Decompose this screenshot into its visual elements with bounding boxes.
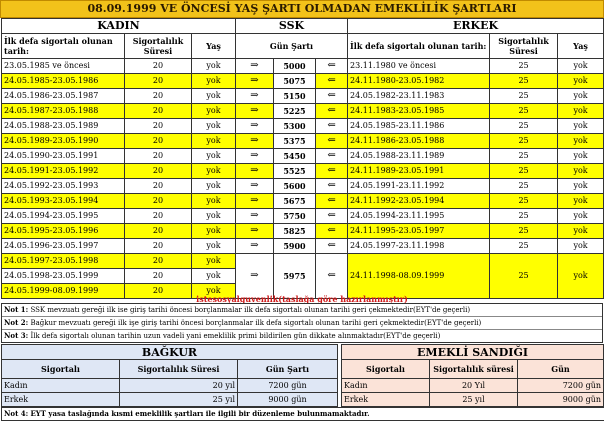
table-row [2, 74, 604, 89]
note-2 [2, 317, 602, 330]
erkek-date-cell: 24.11.1992-23.05.1994 [348, 194, 490, 209]
note-label: Not 4: [4, 409, 29, 418]
erkek-date-cell: 24.05.1982-23.11.1983 [348, 89, 490, 104]
bagkur-table [1, 344, 338, 407]
kadin-date-cell: 24.05.1997-23.05.1998 [2, 254, 125, 269]
kadin-date-cell: 24.05.1985-23.05.1986 [2, 74, 125, 89]
erkek-age-cell: yok [558, 59, 604, 74]
erkek-years-cell: 25 [490, 149, 558, 164]
arrow-right-icon: ⇒ [236, 59, 274, 74]
emekli-cell: Kadın [342, 379, 430, 393]
kadin-age-cell: yok [192, 59, 236, 74]
col-erkek-years: Sigortalılık Süresi [490, 34, 558, 59]
kadin-years-cell: 20 [125, 254, 192, 269]
table-row [2, 104, 604, 119]
arrow-left-icon: ⇐ [316, 164, 348, 179]
kadin-date-cell: 24.05.1988-23.05.1989 [2, 119, 125, 134]
note-label: Not 1: [4, 305, 29, 314]
note-text: SSK mevzuatı gereği ilk ise giriş tarihi öncesi borçlanmalar ilk defa sigortalı olunan tarihi geri çekmektedir(EYT'de geçerli) [30, 306, 471, 314]
emekli-cell: 25 yıl [430, 393, 518, 407]
ssk-days-cell: 5300 [274, 119, 316, 134]
erkek-age-cell: yok [558, 239, 604, 254]
erkek-date-cell: 23.11.1980 ve öncesi [348, 59, 490, 74]
kadin-age-cell: yok [192, 134, 236, 149]
kadin-age-cell: yok [192, 74, 236, 89]
arrow-right-icon: ⇒ [236, 134, 274, 149]
source-credit: istesosyalguvenlik(taslağa göre hazırlanmıştır) [196, 294, 408, 304]
ssk-days-cell: 5000 [274, 59, 316, 74]
kadin-years-cell: 20 [125, 209, 192, 224]
bagkur-col-sure: Sigortalılık Süresi [120, 360, 238, 379]
kadin-date-cell: 24.05.1989-23.05.1990 [2, 134, 125, 149]
col-erkek-date: İlk defa sigortalı olunan tarih: [348, 34, 490, 59]
kadin-date-cell: 24.05.1992-23.05.1993 [2, 179, 125, 194]
notes-box [1, 303, 603, 343]
kadin-years-cell: 20 [125, 269, 192, 284]
erkek-years-cell: 25 [490, 119, 558, 134]
table-row [2, 393, 338, 407]
emekli-col-gun: Gün [518, 360, 604, 379]
ssk-days-cell: 5150 [274, 89, 316, 104]
note-text: İlk defa sigortalı olunan tarihin uzun vadeli yani emeklilik primi bildirilen gün dikkate alınmaktadır(EYT'de geçerli) [30, 332, 441, 340]
kadin-age-cell: yok [192, 119, 236, 134]
note-text: Bağkur mevzuatı gereği ilk işe giriş tarihi öncesi borçlanmalar ilk defa sigortalı olunan tarihi geri çekmektedir(EYT'de geçerli) [30, 319, 482, 327]
erkek-age-cell: yok [558, 254, 604, 299]
table-row [2, 134, 604, 149]
kadin-years-cell: 20 [125, 194, 192, 209]
bagkur-cell: 25 yıl [120, 393, 238, 407]
kadin-years-cell: 20 [125, 104, 192, 119]
table-row [2, 224, 604, 239]
arrow-left-icon: ⇐ [316, 254, 348, 299]
arrow-right-icon: ⇒ [236, 119, 274, 134]
kadin-age-cell: yok [192, 284, 236, 299]
kadin-date-cell: 24.05.1994-23.05.1995 [2, 209, 125, 224]
erkek-years-cell: 25 [490, 104, 558, 119]
bagkur-cell: 7200 gün [238, 379, 338, 393]
bagkur-cell: Kadın [2, 379, 120, 393]
kadin-years-cell: 20 [125, 224, 192, 239]
kadin-years-cell: 20 [125, 74, 192, 89]
bagkur-cell: Erkek [2, 393, 120, 407]
arrow-left-icon: ⇐ [316, 209, 348, 224]
arrow-left-icon: ⇐ [316, 104, 348, 119]
kadin-age-cell: yok [192, 194, 236, 209]
emekli-cell: 9000 gün [518, 393, 604, 407]
bagkur-cell: 9000 gün [238, 393, 338, 407]
erkek-date-cell: 24.05.1985-23.11.1986 [348, 119, 490, 134]
kadin-date-cell: 24.05.1987-23.05.1988 [2, 104, 125, 119]
arrow-left-icon: ⇐ [316, 194, 348, 209]
arrow-left-icon: ⇐ [316, 119, 348, 134]
emekli-col-sure: Sigortalılık süresi [430, 360, 518, 379]
col-kadin-years: Sigortalılık Süresi [125, 34, 192, 59]
erkek-date-cell: 24.05.1994-23.11.1995 [348, 209, 490, 224]
table-row [2, 119, 604, 134]
erkek-age-cell: yok [558, 164, 604, 179]
arrow-right-icon: ⇒ [236, 209, 274, 224]
kadin-years-cell: 20 [125, 59, 192, 74]
kadin-age-cell: yok [192, 164, 236, 179]
kadin-age-cell: yok [192, 269, 236, 284]
note-3 [2, 330, 602, 342]
arrow-left-icon: ⇐ [316, 59, 348, 74]
ssk-days-cell: 5525 [274, 164, 316, 179]
erkek-date-cell: 24.11.1980-23.05.1982 [348, 74, 490, 89]
col-ssk-days: Gün Şartı [236, 34, 348, 59]
kadin-age-cell: yok [192, 209, 236, 224]
kadin-age-cell: yok [192, 254, 236, 269]
kadin-years-cell: 20 [125, 119, 192, 134]
erkek-date-cell: 24.11.1986-23.05.1988 [348, 134, 490, 149]
erkek-years-cell: 25 [490, 134, 558, 149]
kadin-date-cell: 24.05.1995-23.05.1996 [2, 224, 125, 239]
main-table [1, 18, 604, 299]
ssk-days-cell: 5375 [274, 134, 316, 149]
erkek-age-cell: yok [558, 209, 604, 224]
emekli-cell: Erkek [342, 393, 430, 407]
erkek-date-cell: 24.05.1991-23.11.1992 [348, 179, 490, 194]
erkek-date-cell: 24.05.1988-23.11.1989 [348, 149, 490, 164]
emekli-col-sigortali: Sigortalı [342, 360, 430, 379]
kadin-date-cell: 23.05.1985 ve öncesi [2, 59, 125, 74]
emekli-cell: 20 Yıl [430, 379, 518, 393]
table-row [2, 239, 604, 254]
table-row [2, 89, 604, 104]
arrow-right-icon: ⇒ [236, 164, 274, 179]
erkek-date-cell: 24.11.1998-08.09.1999 [348, 254, 490, 299]
emekli-sandigi-table [341, 344, 604, 407]
emekli-title: EMEKLİ SANDIĞI [342, 345, 604, 360]
arrow-left-icon: ⇐ [316, 224, 348, 239]
arrow-left-icon: ⇐ [316, 239, 348, 254]
erkek-age-cell: yok [558, 179, 604, 194]
erkek-years-cell: 25 [490, 194, 558, 209]
group-erkek: ERKEK [348, 19, 604, 34]
table-row [2, 209, 604, 224]
table-row [2, 194, 604, 209]
erkek-years-cell: 25 [490, 179, 558, 194]
ssk-days-cell: 5075 [274, 74, 316, 89]
erkek-years-cell: 25 [490, 164, 558, 179]
kadin-date-cell: 24.05.1993-23.05.1994 [2, 194, 125, 209]
kadin-years-cell: 20 [125, 89, 192, 104]
table-row [2, 254, 604, 269]
kadin-date-cell: 24.05.1999-08.09.1999 [2, 284, 125, 299]
table-row [2, 179, 604, 194]
erkek-age-cell: yok [558, 119, 604, 134]
arrow-right-icon: ⇒ [236, 179, 274, 194]
erkek-date-cell: 24.11.1989-23.05.1991 [348, 164, 490, 179]
kadin-age-cell: yok [192, 149, 236, 164]
table-row [2, 59, 604, 74]
ssk-days-cell: 5975 [274, 254, 316, 299]
arrow-right-icon: ⇒ [236, 89, 274, 104]
erkek-years-cell: 25 [490, 254, 558, 299]
erkek-years-cell: 25 [490, 239, 558, 254]
bagkur-title: BAĞKUR [2, 345, 338, 360]
kadin-date-cell: 24.05.1986-23.05.1987 [2, 89, 125, 104]
erkek-age-cell: yok [558, 134, 604, 149]
erkek-date-cell: 24.11.1995-23.05.1997 [348, 224, 490, 239]
table-row [2, 379, 338, 393]
kadin-date-cell: 24.05.1998-23.05.1999 [2, 269, 125, 284]
col-kadin-age: Yaş [192, 34, 236, 59]
col-kadin-date: İlk defa sigortalı olunan tarih: [2, 34, 125, 59]
note-4 [1, 407, 604, 421]
erkek-age-cell: yok [558, 89, 604, 104]
arrow-right-icon: ⇒ [236, 149, 274, 164]
emekli-cell: 7200 gün [518, 379, 604, 393]
table-row [342, 379, 604, 393]
erkek-years-cell: 25 [490, 59, 558, 74]
group-ssk: SSK [236, 19, 348, 34]
erkek-age-cell: yok [558, 149, 604, 164]
note-label: Not 3: [4, 331, 29, 340]
erkek-age-cell: yok [558, 104, 604, 119]
kadin-age-cell: yok [192, 89, 236, 104]
erkek-years-cell: 25 [490, 89, 558, 104]
bagkur-col-sigortali: Sigortalı [2, 360, 120, 379]
erkek-years-cell: 25 [490, 209, 558, 224]
group-kadin: KADIN [2, 19, 236, 34]
ssk-days-cell: 5675 [274, 194, 316, 209]
ssk-days-cell: 5825 [274, 224, 316, 239]
kadin-years-cell: 20 [125, 179, 192, 194]
col-erkek-age: Yaş [558, 34, 604, 59]
arrow-left-icon: ⇐ [316, 89, 348, 104]
arrow-left-icon: ⇐ [316, 134, 348, 149]
note-label: Not 2: [4, 318, 29, 327]
kadin-age-cell: yok [192, 224, 236, 239]
note-text: EYT yasa taslağında kısmi emeklilik şartları ile ilgili bir düzenleme bulunmamaktadır. [30, 409, 370, 418]
erkek-years-cell: 25 [490, 74, 558, 89]
arrow-left-icon: ⇐ [316, 74, 348, 89]
kadin-date-cell: 24.05.1996-23.05.1997 [2, 239, 125, 254]
erkek-age-cell: yok [558, 194, 604, 209]
arrow-right-icon: ⇒ [236, 194, 274, 209]
erkek-age-cell: yok [558, 224, 604, 239]
kadin-age-cell: yok [192, 179, 236, 194]
ssk-days-cell: 5750 [274, 209, 316, 224]
arrow-left-icon: ⇐ [316, 179, 348, 194]
kadin-date-cell: 24.05.1991-23.05.1992 [2, 164, 125, 179]
arrow-left-icon: ⇐ [316, 149, 348, 164]
kadin-age-cell: yok [192, 239, 236, 254]
bagkur-cell: 20 yıl [120, 379, 238, 393]
erkek-date-cell: 24.05.1997-23.11.1998 [348, 239, 490, 254]
erkek-age-cell: yok [558, 74, 604, 89]
table-row [342, 393, 604, 407]
table-row [2, 149, 604, 164]
kadin-years-cell: 20 [125, 134, 192, 149]
note-1 [2, 304, 602, 317]
page-title: 08.09.1999 VE ÖNCESİ YAŞ ŞARTI OLMADAN EMEKLİLİK ŞARTLARI [0, 0, 604, 18]
kadin-years-cell: 20 [125, 284, 192, 299]
kadin-age-cell: yok [192, 104, 236, 119]
arrow-right-icon: ⇒ [236, 74, 274, 89]
ssk-days-cell: 5225 [274, 104, 316, 119]
erkek-years-cell: 25 [490, 224, 558, 239]
table-row [2, 164, 604, 179]
ssk-days-cell: 5900 [274, 239, 316, 254]
kadin-date-cell: 24.05.1990-23.05.1991 [2, 149, 125, 164]
erkek-date-cell: 24.11.1983-23.05.1985 [348, 104, 490, 119]
bagkur-col-gun: Gün Şartı [238, 360, 338, 379]
arrow-right-icon: ⇒ [236, 254, 274, 299]
kadin-years-cell: 20 [125, 164, 192, 179]
ssk-days-cell: 5450 [274, 149, 316, 164]
arrow-right-icon: ⇒ [236, 104, 274, 119]
arrow-right-icon: ⇒ [236, 239, 274, 254]
kadin-years-cell: 20 [125, 149, 192, 164]
arrow-right-icon: ⇒ [236, 224, 274, 239]
ssk-days-cell: 5600 [274, 179, 316, 194]
kadin-years-cell: 20 [125, 239, 192, 254]
